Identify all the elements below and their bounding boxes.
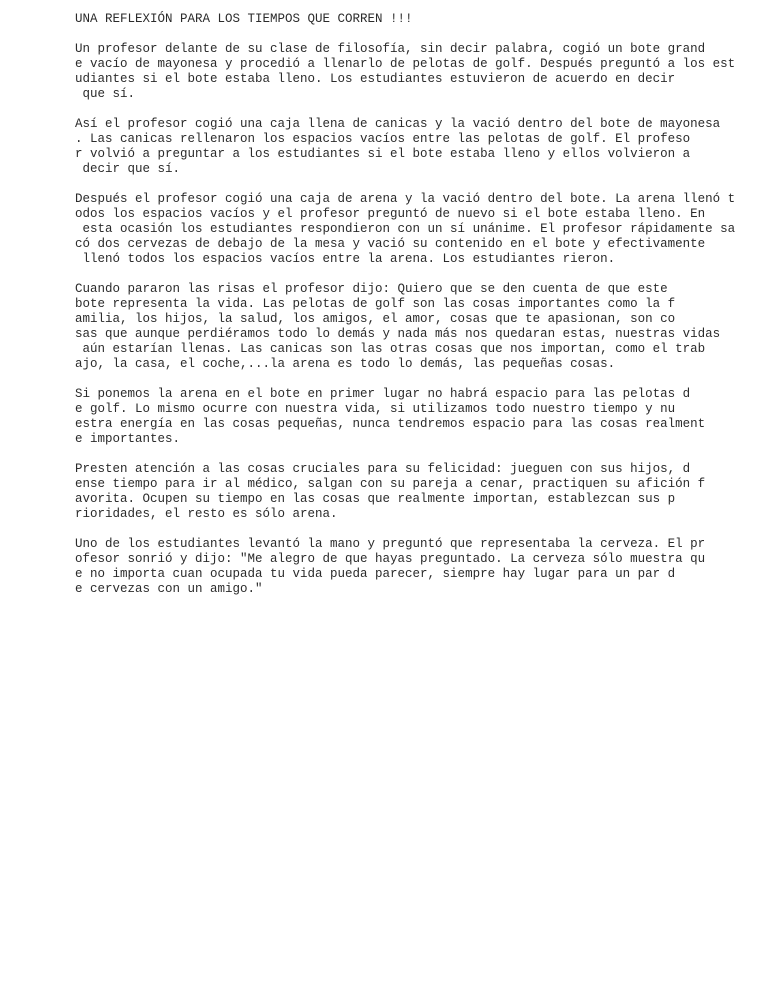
text-line: Así el profesor cogió una caja llena de canicas y la vació dentro del bote de mayonesa xyxy=(75,117,721,131)
text-line: estra energía en las cosas pequeñas, nunca tendremos espacio para las cosas realment xyxy=(75,417,706,431)
paragraph-5 xyxy=(75,387,755,447)
paragraph-6 xyxy=(75,462,755,522)
text-line: e cervezas con un amigo." xyxy=(75,582,263,596)
text-line: e golf. Lo mismo ocurre con nuestra vida, si utilizamos todo nuestro tiempo y nu xyxy=(75,402,676,416)
text-line: Presten atención a las cosas cruciales para su felicidad: jueguen con sus hijos, d xyxy=(75,462,691,476)
paragraph-3 xyxy=(75,192,755,267)
text-line: llenó todos los espacios vacíos entre la arena. Los estudiantes rieron. xyxy=(75,252,616,266)
text-line: Uno de los estudiantes levantó la mano y preguntó que representaba la cerveza. El pr xyxy=(75,537,706,551)
text-line: ofesor sonrió y dijo: "Me alegro de que hayas preguntado. La cerveza sólo muestra qu xyxy=(75,552,706,566)
paragraph-1 xyxy=(75,42,755,102)
text-line: odos los espacios vacíos y el profesor preguntó de nuevo si el bote estaba lleno. En xyxy=(75,207,706,221)
text-line: . Las canicas rellenaron los espacios vacíos entre las pelotas de golf. El profeso xyxy=(75,132,691,146)
text-line: sas que aunque perdiéramos todo lo demás y nada más nos quedaran estas, nuestras vidas xyxy=(75,327,721,341)
text-line: Un profesor delante de su clase de filosofía, sin decir palabra, cogió un bote grand xyxy=(75,42,706,56)
text-line: que sí. xyxy=(75,87,136,101)
text-line: ense tiempo para ir al médico, salgan con su pareja a cenar, practiquen su afición f xyxy=(75,477,706,491)
text-line: amilia, los hijos, la salud, los amigos, el amor, cosas que te apasionan, son co xyxy=(75,312,676,326)
text-line: aún estarían llenas. Las canicas son las otras cosas que nos importan, como el trab xyxy=(75,342,706,356)
paragraph-7 xyxy=(75,537,755,597)
text-line: e vacío de mayonesa y procedió a llenarlo de pelotas de golf. Después preguntó a los est xyxy=(75,57,736,71)
document-title: UNA REFLEXIÓN PARA LOS TIEMPOS QUE CORREN !!! xyxy=(75,12,413,26)
text-line: udiantes si el bote estaba lleno. Los estudiantes estuvieron de acuerdo en decir xyxy=(75,72,676,86)
text-line: Si ponemos la arena en el bote en primer lugar no habrá espacio para las pelotas d xyxy=(75,387,691,401)
text-line: e importantes. xyxy=(75,432,181,446)
text-line: esta ocasión los estudiantes respondieron con un sí unánime. El profesor rápidamente sa xyxy=(75,222,736,236)
text-line: bote representa la vida. Las pelotas de golf son las cosas importantes como la f xyxy=(75,297,676,311)
text-line: decir que sí. xyxy=(75,162,181,176)
document-body xyxy=(75,12,755,597)
text-line: r volvió a preguntar a los estudiantes si el bote estaba lleno y ellos volvieron a xyxy=(75,147,691,161)
text-line: ajo, la casa, el coche,...la arena es todo lo demás, las pequeñas cosas. xyxy=(75,357,616,371)
text-line: rioridades, el resto es sólo arena. xyxy=(75,507,338,521)
text-line: có dos cervezas de debajo de la mesa y vació su contenido en el bote y efectivamente xyxy=(75,237,706,251)
text-line: Cuando pararon las risas el profesor dijo: Quiero que se den cuenta de que este xyxy=(75,282,668,296)
paragraph-4 xyxy=(75,282,755,372)
text-line: avorita. Ocupen su tiempo en las cosas que realmente importan, establezcan sus p xyxy=(75,492,676,506)
text-line: Después el profesor cogió una caja de arena y la vació dentro del bote. La arena llenó t xyxy=(75,192,736,206)
text-line: e no importa cuan ocupada tu vida pueda parecer, siempre hay lugar para un par d xyxy=(75,567,676,581)
paragraph-2 xyxy=(75,117,755,177)
